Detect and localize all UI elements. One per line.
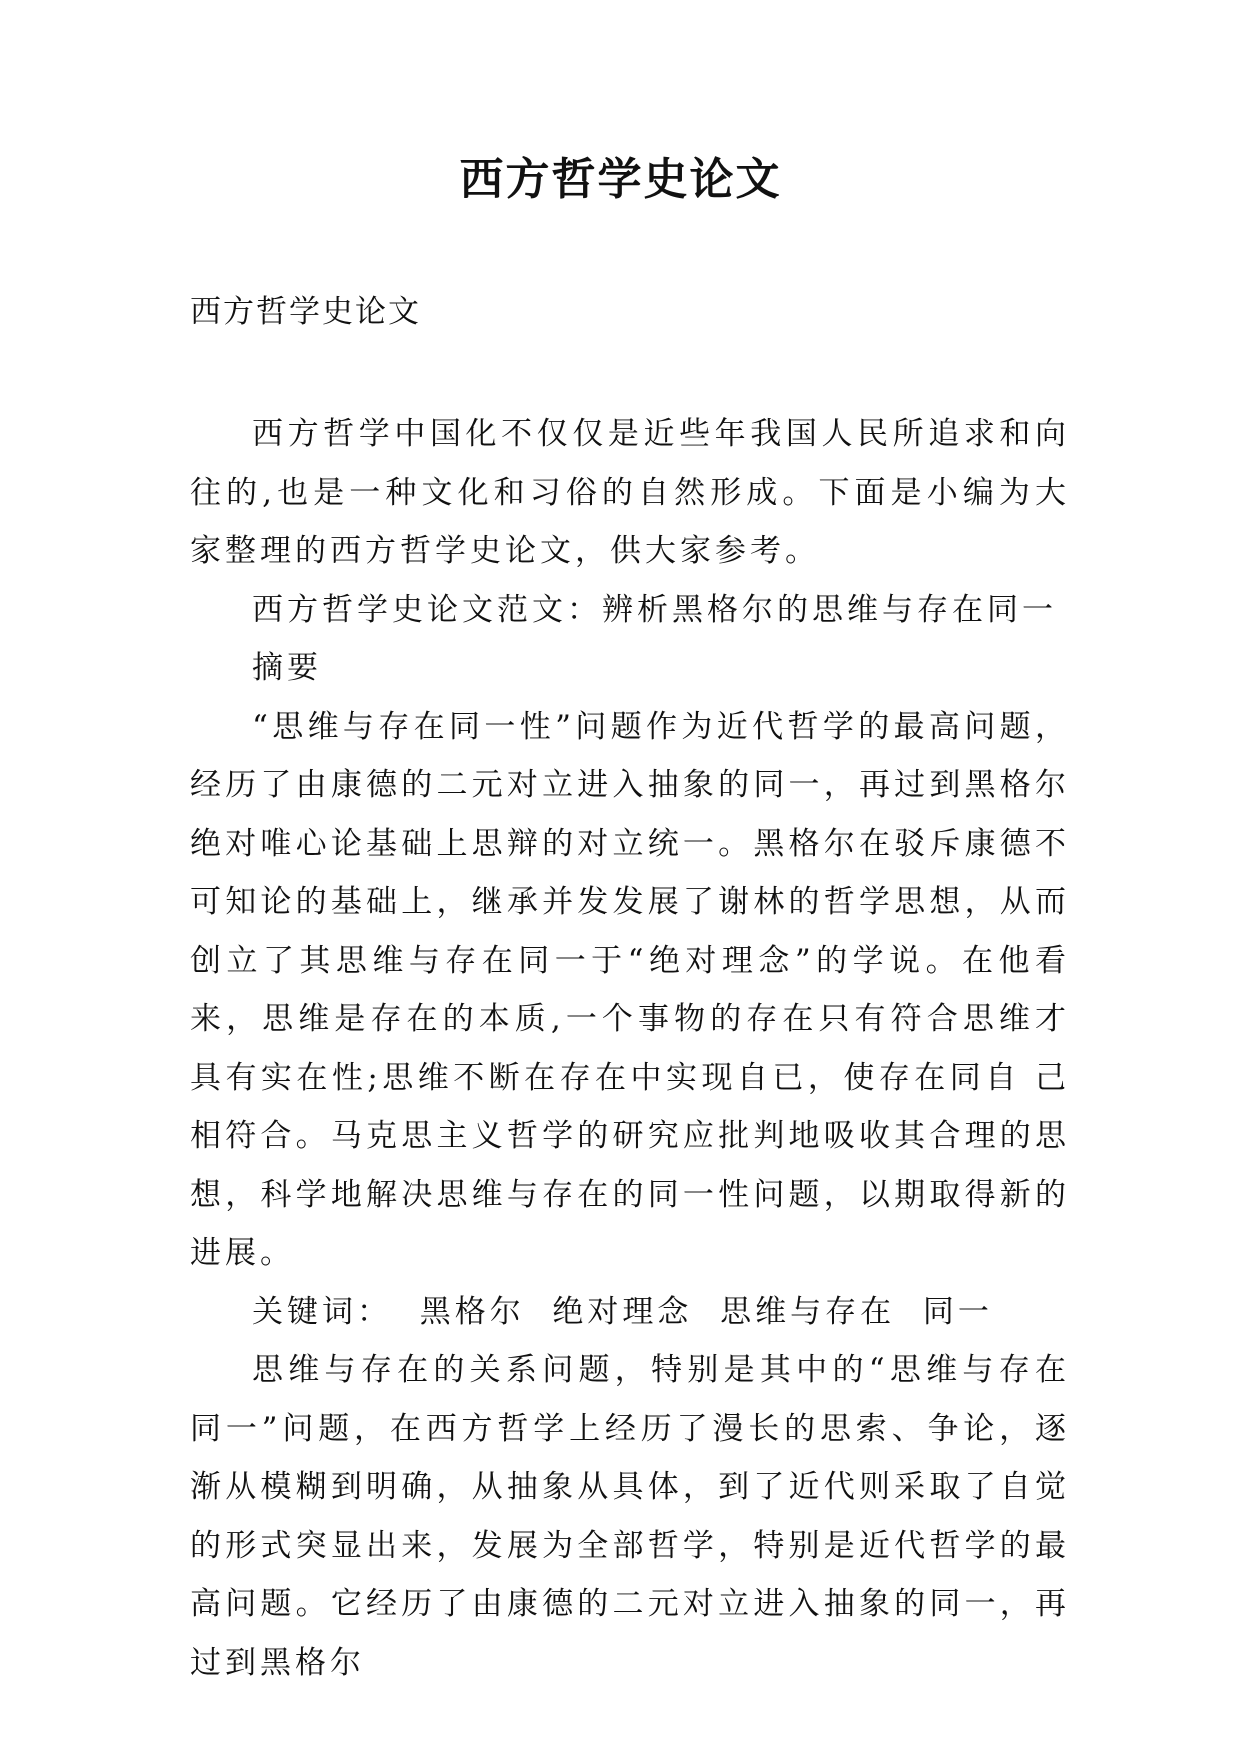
document-title: 西方哲学史论文 [459, 154, 782, 205]
paragraph-main: 思维与存在的关系问题，特别是其中的“思维与存在同一”问题，在西方哲学上经历了漫长的思索、争论，逐渐从模糊到明确，从抽象从具体，到了近代则采取了自觉的形式突显出来，发展为全部哲学，特别是近代哲学的最高问题。它经历了由康德的二元对立进入抽象的同一，再过到黑格尔 [190, 1352, 1070, 1681]
paragraph-intro: 西方哲学中国化不仅仅是近些年我国人民所追求和向往的,也是一种文化和习俗的自然形成。下面是小编为大家整理的西方哲学史论文，供大家参考。 [190, 416, 1070, 569]
paragraph-abstract-heading: 摘要 [252, 650, 322, 686]
document-body [190, 405, 1070, 1692]
paragraph-keywords: 关键词： 黑格尔 绝对理念 思维与存在 同一 [252, 1293, 993, 1330]
paragraph-section-heading: 西方哲学史论文范文：辨析黑格尔的思维与存在同一 [252, 591, 1057, 628]
paragraph-abstract: “思维与存在同一性”问题作为近代哲学的最高问题，经历了由康德的二元对立进入抽象的同一，再过到黑格尔绝对唯心论基础上思辩的对立统一。黑格尔在驳斥康德不可知论的基础上，继承并发发展了谢林的哲学思想，从而创立了其思维与存在同一于“绝对理念”的学说。在他看来，思维是存在的本质,一个事物的存在只有符合思维才具有实在性;思维不断在存在中实现自已，使存在同自 己相符合。马克思主义哲学的研究应批判地吸收其合理的思想，科学地解决思维与存在的同一性问题，以期取得新的进展。 [190, 708, 1070, 1271]
document-subtitle: 西方哲学史论文 [190, 294, 421, 330]
